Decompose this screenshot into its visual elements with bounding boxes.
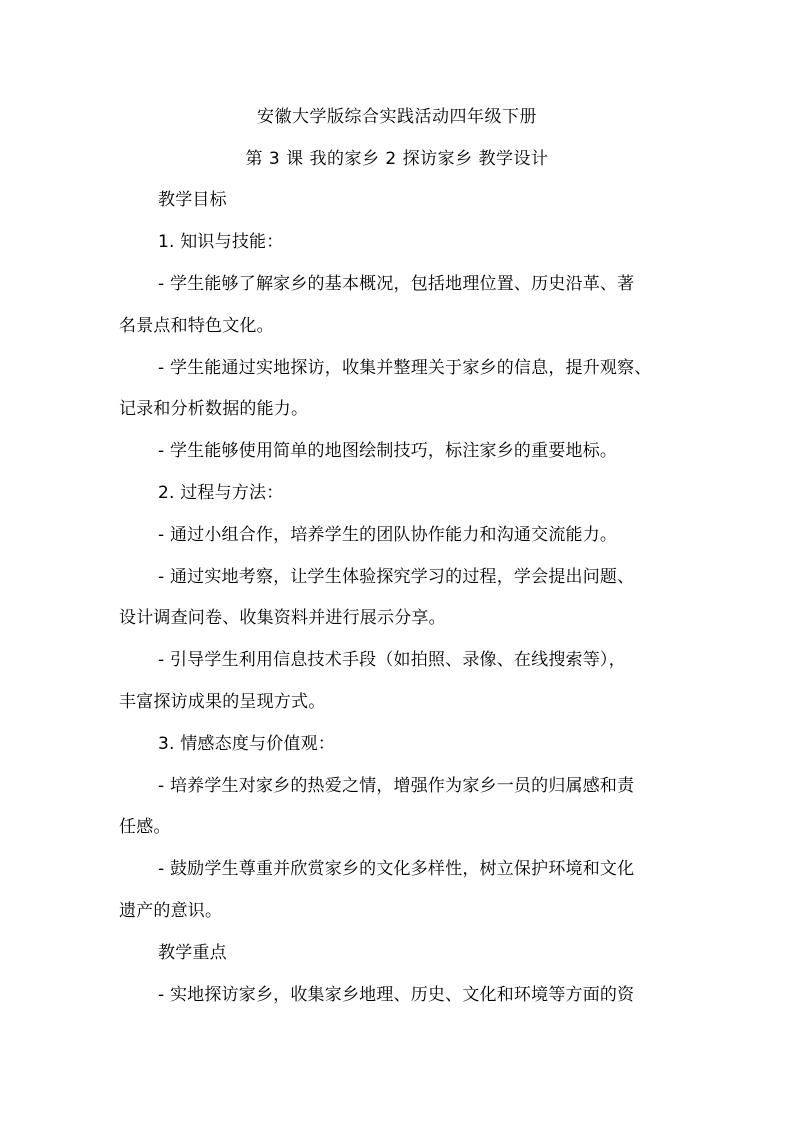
paragraph-line: - 学生能够了解家乡的基本概况，包括地理位置、历史沿革、著 [158, 274, 635, 294]
paragraph-line: 名景点和特色文化。 [119, 316, 274, 336]
paragraph-line: - 学生能够使用简单的地图绘制技巧，标注家乡的重要地标。 [158, 441, 618, 461]
paragraph-line: - 培养学生对家乡的热爱之情，增强作为家乡一员的归属感和责 [158, 776, 635, 796]
document-title: 安徽大学版综合实践活动四年级下册 [257, 107, 537, 127]
subheading-emotion-values: 3. 情感态度与价值观： [158, 734, 336, 754]
subheading-process-methods: 2. 过程与方法： [158, 483, 284, 503]
section-heading-objectives: 教学目标 [158, 190, 227, 210]
paragraph-line: - 通过实地考察，让学生体验探究学习的过程，学会提出问题、 [158, 567, 635, 587]
paragraph-line: - 引导学生利用信息技术手段（如拍照、录像、在线搜索等）， [158, 650, 626, 670]
paragraph-line: 记录和分析数据的能力。 [119, 399, 309, 419]
paragraph-line: - 通过小组合作，培养学生的团队协作能力和沟通交流能力。 [158, 525, 618, 545]
section-heading-key-points: 教学重点 [158, 943, 227, 963]
paragraph-line: 丰富探访成果的呈现方式。 [119, 692, 326, 712]
paragraph-line: - 鼓励学生尊重并欣赏家乡的文化多样性，树立保护环境和文化 [158, 859, 635, 879]
paragraph-line: - 学生能通过实地探访，收集并整理关于家乡的信息，提升观察、 [158, 358, 652, 378]
document-subtitle: 第 3 课 我的家乡 2 探访家乡 教学设计 [245, 149, 549, 169]
paragraph-line: 遗产的意识。 [119, 901, 223, 921]
paragraph-line: 设计调查问卷、收集资料并进行展示分享。 [119, 608, 446, 628]
subheading-knowledge-skills: 1. 知识与技能： [158, 232, 284, 252]
paragraph-line: - 实地探访家乡，收集家乡地理、历史、文化和环境等方面的资 [158, 985, 635, 1005]
paragraph-line: 任感。 [119, 817, 171, 837]
